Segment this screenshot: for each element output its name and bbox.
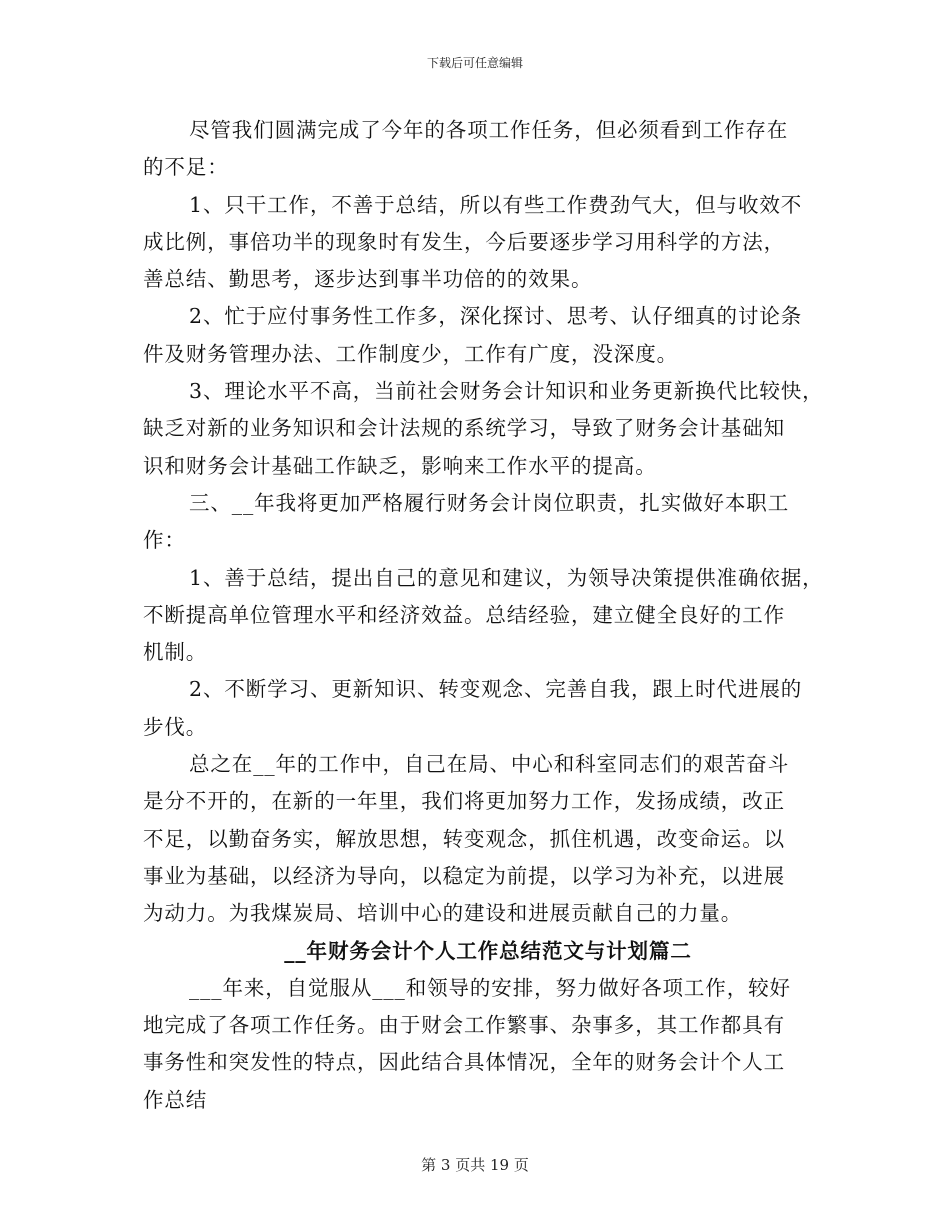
section-heading: __年财务会计个人工作总结范文与计划篇二 (284, 938, 692, 963)
paragraph-line: 为动力。为我煤炭局、培训中心的建设和进展贡献自己的力量。 (143, 901, 743, 926)
paragraph-line: 成比例，事倍功半的现象时有发生，今后要逐步学习用科学的方法， (143, 229, 785, 254)
paragraph-line: 不足，以勤奋务实，解放思想，转变观念，抓住机遇，改变命运。以 (143, 826, 785, 851)
paragraph-line: 机制。 (143, 640, 208, 665)
paragraph-line: 3、理论水平不高，当前社会财务会计知识和业务更新换代比较快， (189, 379, 824, 404)
paragraph-line: 2、不断学习、更新知识、转变观念、完善自我，跟上时代进展的 (189, 677, 803, 702)
paragraph-line: 尽管我们圆满完成了今年的各项工作任务，但必须看到工作存在 (189, 118, 789, 142)
paragraph-line: 事业为基础，以经济为导向，以稳定为前提，以学习为补充，以进展 (143, 863, 785, 888)
paragraph-line: ___年来，自觉服从___和领导的安排，努力做好各项工作，较好 (189, 975, 791, 1000)
paragraph-line: 作总结 (143, 1087, 208, 1112)
paragraph-line: 的不足： (143, 155, 229, 180)
paragraph-line: 总之在__年的工作中，自己在局、中心和科室同志们的艰苦奋斗 (189, 752, 790, 777)
page-number: 第 3 页共 19 页 (421, 1156, 529, 1174)
paragraph-line: 步伐。 (143, 714, 208, 739)
paragraph-line: 地完成了各项工作任务。由于财会工作繁事、杂事多，其工作都具有 (143, 1013, 785, 1038)
paragraph-line: 1、善于总结，提出自己的意见和建议，为领导决策提供准确依据， (189, 565, 824, 590)
paragraph-line: 识和财务会计基础工作缺乏，影响来工作水平的提高。 (143, 453, 657, 478)
paragraph-line: 善总结、勤思考，逐步达到事半功倍的的效果。 (143, 267, 593, 292)
paragraph-line: 三、__年我将更加严格履行财务会计岗位职责，扎实做好本职工 (189, 490, 790, 515)
document-body (143, 112, 824, 1119)
paragraph-line: 缺乏对新的业务知识和会计法规的系统学习，导致了财务会计基础知 (143, 416, 785, 441)
paragraph-line: 事务性和突发性的特点，因此结合具体情况，全年的财务会计个人工 (143, 1050, 785, 1075)
paragraph-line: 件及财务管理办法、工作制度少，工作有广度，没深度。 (143, 341, 678, 366)
paragraph-line: 1、只干工作，不善于总结，所以有些工作费劲气大，但与收效不 (189, 192, 803, 217)
paragraph-line: 作： (143, 528, 186, 553)
paragraph-line: 不断提高单位管理水平和经济效益。总结经验，建立健全良好的工作 (143, 602, 785, 627)
paragraph-line: 是分不开的，在新的一年里，我们将更加努力工作，发扬成绩，改正 (143, 789, 785, 814)
page-header-note: 下载后可任意编辑 (426, 56, 523, 70)
paragraph-line: 2、忙于应付事务性工作多，深化探讨、思考、认仔细真的讨论条 (189, 304, 803, 329)
